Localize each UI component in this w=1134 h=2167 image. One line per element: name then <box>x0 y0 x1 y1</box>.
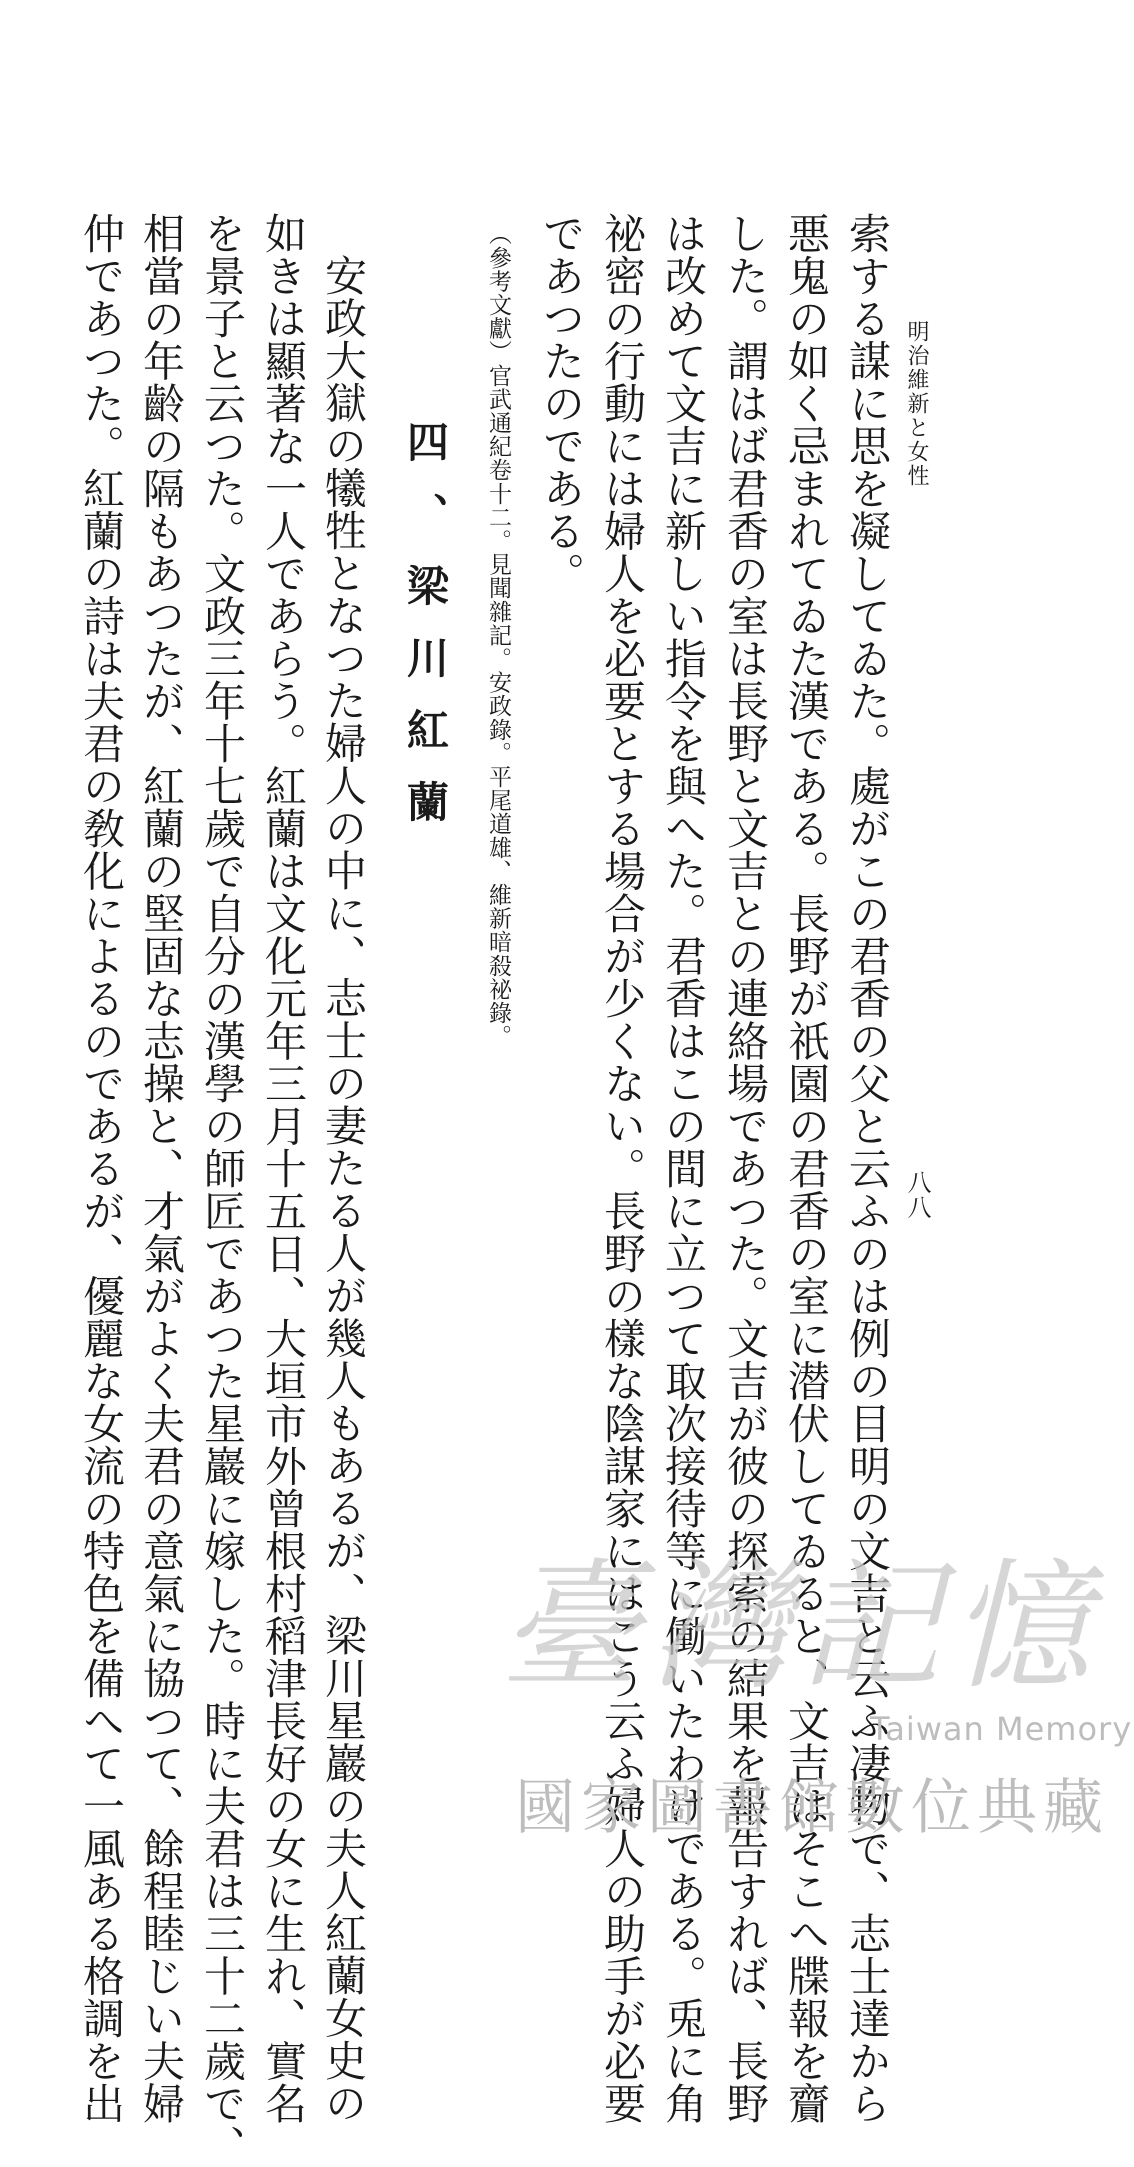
text-line: は改めて文吉に新しい指令を與へた。君香はこの間に立つて取次接待等に働いたわけである。兎に角 <box>659 212 708 2125</box>
section-heading: 四、梁川紅蘭 <box>401 420 450 852</box>
page-number: 八八 <box>903 1170 931 1220</box>
text-line: 安政大獄の犧牲となつた婦人の中に、志士の妻たる人が幾人もあるが、梁川星巖の夫人紅蘭女史の <box>319 254 368 2124</box>
text-line: 祕密の行動には婦人を必要とする場合が少くない。長野の樣な陰謀家にはこう云ふ婦人の助手が必要 <box>598 212 647 2125</box>
text-line: した。謂はば君香の室は長野と文吉との連絡場であつた。文吉が彼の探索の結果を報告すれば、長野 <box>721 212 770 2125</box>
watermark-script: 臺灣記憶 <box>500 1546 1101 1709</box>
text-line: 如きは顯著な一人であらう。紅蘭は文化元年三月十五日、大垣市外曾根村稻津長好の女に生れ、實名 <box>259 212 308 2125</box>
watermark-english: Taiwan Memory <box>870 1710 1133 1748</box>
text-line: 相當の年齡の隔もあつたが、紅蘭の堅固な志操と、才氣がよく夫君の意氣に協つて、餘程睦じい夫婦 <box>137 212 186 2125</box>
text-line: 仲であつた。紅蘭の詩は夫君の敎化によるのであるが、優麗な女流の特色を備へて一風ある格調を出 <box>77 212 126 2125</box>
text-line: であつたのである。 <box>537 212 586 595</box>
running-head: 明治維新と女性 <box>904 320 929 488</box>
watermark-chinese: 國家圖書館數位典藏 <box>515 1773 1109 1843</box>
text-line: 悪鬼の如く忌まれてゐた漢である。長野が祇園の君香の室に潜伏してゐると、文吉はそこへ牒報を齎 <box>782 212 831 2125</box>
reference-note: （參考文獻）官武通紀卷十二。見聞雜記。安政錄。平尾道雄、維新暗殺祕錄。 <box>485 222 511 1048</box>
text-line: 索する謀に思を凝してゐた。處がこの君香の父と云ふのは例の目明の文吉と云ふ凄物で、志士達から <box>843 212 892 2125</box>
text-line: を景子と云つた。文政三年十七歲で自分の漢學の師匠であつた星巖に嫁した。時に夫君は三十二歲で、 <box>198 212 247 2167</box>
